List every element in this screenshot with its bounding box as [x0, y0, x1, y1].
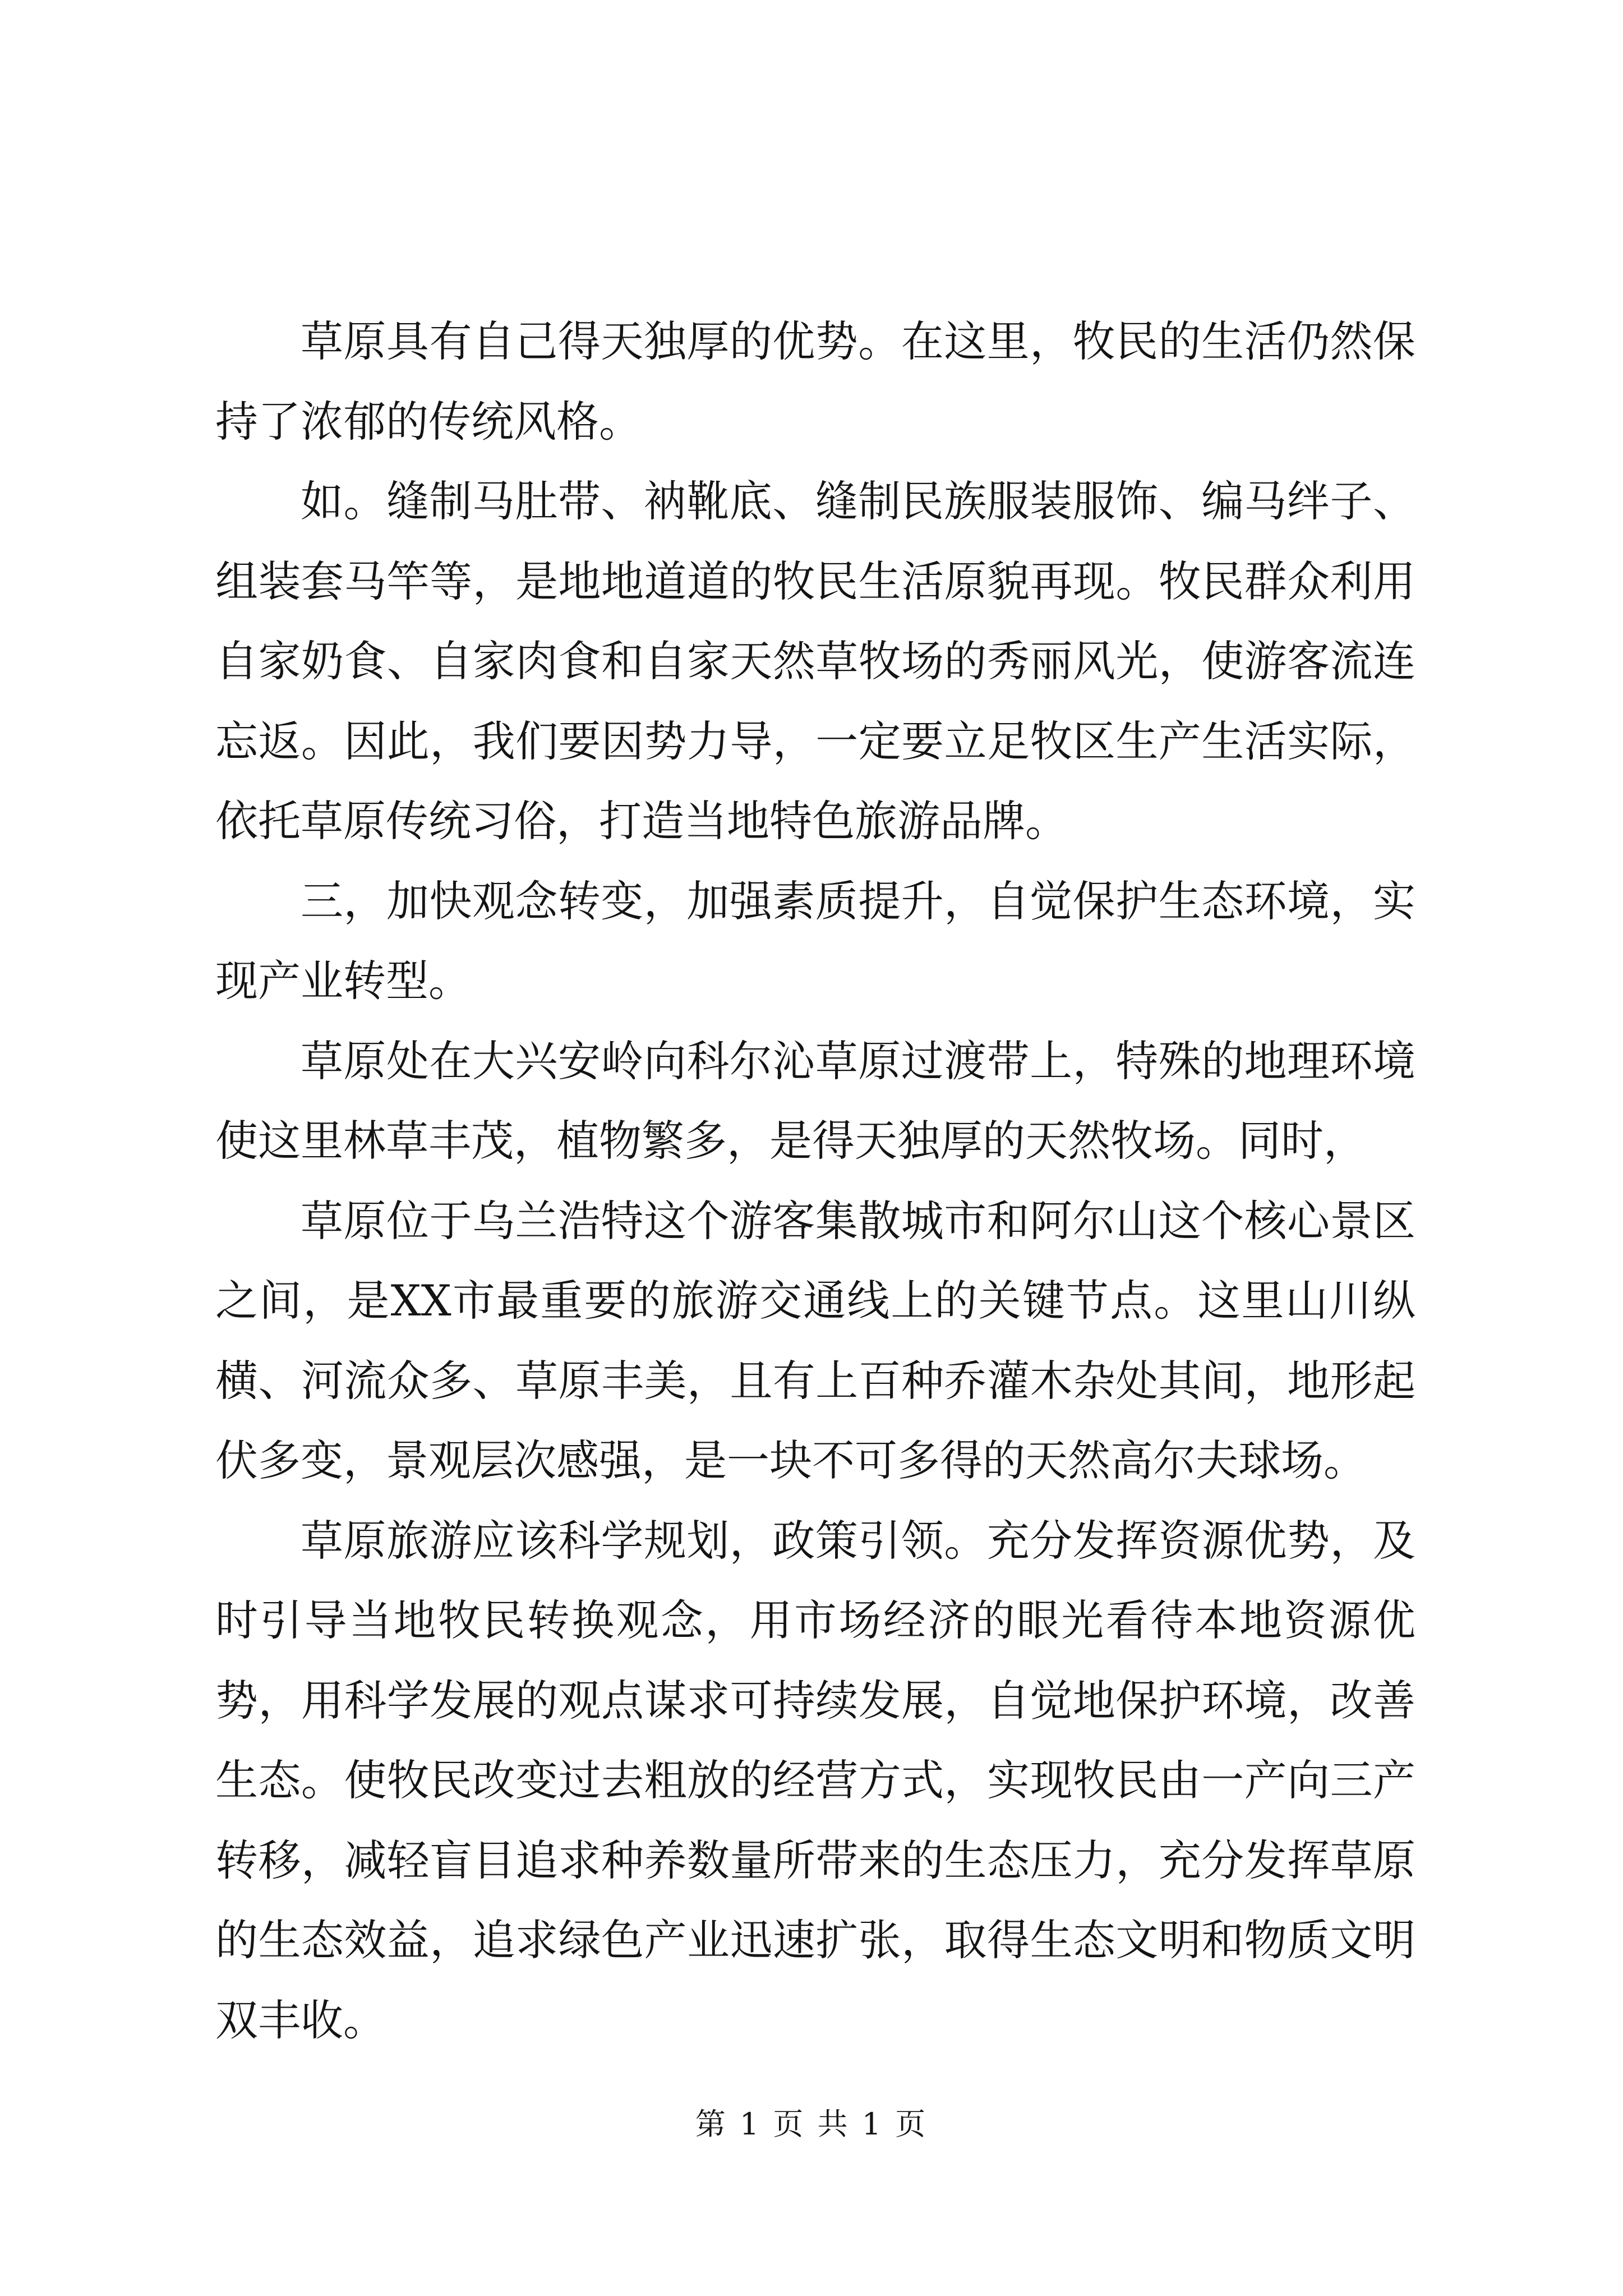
paragraph-1: 草原具有自己得天独厚的优势。在这里，牧民的生活仍然保持了浓郁的传统风格。 [215, 316, 1415, 447]
paragraph-4: 草原处在大兴安岭向科尔沁草原过渡带上，特殊的地理环境使这里林草丰茂，植物繁多，是得天独厚的天然牧场。同时， [215, 1036, 1415, 1166]
paragraph-2: 如。缝制马肚带、衲靴底、缝制民族服装服饰、编马绊子、组装套马竿等，是地地道道的牧民生活原貌再现。牧民群众利用自家奶食、自家肉食和自家天然草牧场的秀丽风光，使游客流连忘返。因此，我们要因势力导，一定要立足牧区生产生活实际，依托草原传统习俗，打造当地特色旅游品牌。 [215, 476, 1415, 846]
paragraph-3: 三，加快观念转变，加强素质提升，自觉保护生态环境，实现产业转型。 [215, 876, 1415, 1006]
document-body [215, 302, 1415, 2060]
page-number-footer: 第 1 页 共 1 页 [695, 2106, 928, 2142]
paragraph-6: 草原旅游应该科学规划，政策引领。充分发挥资源优势，及时引导当地牧民转换观念，用市场经济的眼光看待本地资源优势，用科学发展的观点谋求可持续发展，自觉地保护环境，改善生态。使牧民改变过去粗放的经营方式，实现牧民由一产向三产转移，减轻盲目追求种养数量所带来的生态压力，充分发挥草原的生态效益，追求绿色产业迅速扩张，取得生态文明和物质文明双丰收。 [215, 1515, 1415, 2045]
paragraph-5: 草原位于乌兰浩特这个游客集散城市和阿尔山这个核心景区之间，是XX市最重要的旅游交通线上的关键节点。这里山川纵横、河流众多、草原丰美，且有上百种乔灌木杂处其间，地形起伏多变，景观层次感强，是一块不可多得的天然高尔夫球场。 [215, 1195, 1415, 1485]
